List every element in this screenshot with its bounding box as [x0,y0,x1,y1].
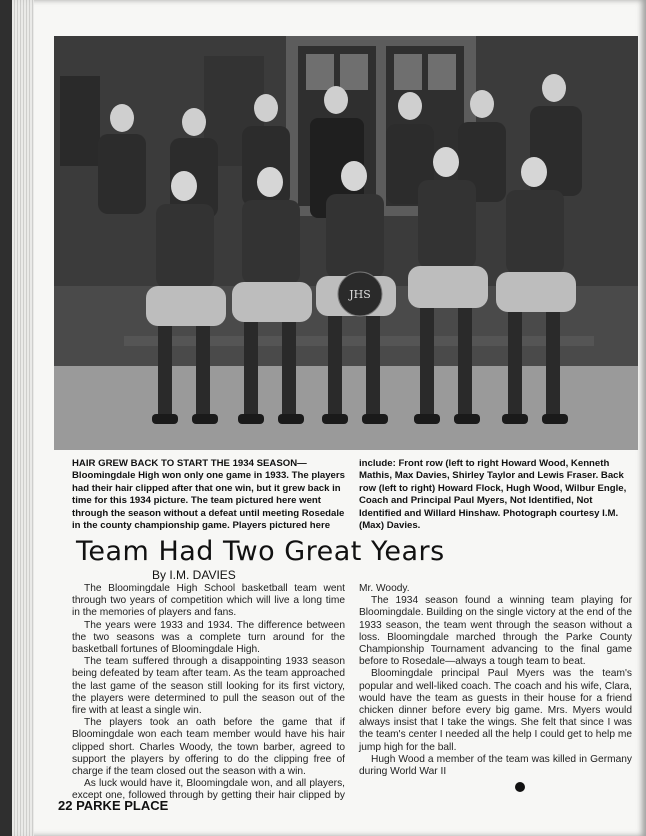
end-of-article-mark [515,782,525,792]
paragraph: The team suffered through a disappointing 1933 season being defeated by team after team. As the team approached the last game of the season still looking for its first victory, the players were determined to pull the season out of the fire with at least a single win. [72,656,345,717]
team-photograph [54,36,638,450]
paragraph: The players took an oath before the game that if Bloomingdale won each team member would have his hair clipped short. Charles Woody, the town barber, agreed to support the players by offering to do the clipping free of charge if the team closed out the season with a win. [72,717,345,778]
article-headline: Team Had Two Great Years [76,536,445,567]
paragraph: Bloomingdale principal Paul Myers was the team's popular and well-liked coach. The coach and his wife, Clara, would have the team as guests in their house for a friend chicken dinner before every big game. Mrs. Myers would always insist that I take the wings. She felt that since I was the team's center I needed all the help I could get to help me jump high for the ball. [359,668,632,753]
paragraph: As luck would have it, Bloomingdale won, and all players, except one, followed through by getting their hair clipped by Mr. Woody. [72,583,410,802]
caption-lead: HAIR GREW BACK TO START THE 1934 SEASON— [72,458,307,469]
caption-text: Bloomingdale High won only one game in 1933. The players had their hair clipped after that one win, but it grew back in time for this 1934 picture. The team pictured here went through the season without a defeat until meeting Rosedale in the county championship game. Players pictured here include: Front row (left to right Howard Wood, Kenneth Mathis, Max Davies, Shirley Taylor and Lewis Fraser. Back row (left to right) Howard Flock, Hugh Wood, Wilbur Engle, Coach and Principal Paul Myers, Not Identified, Not Identified and Willard Hinshaw. Photograph courtesy I.M. (Max) Davies. [72,458,627,532]
basketball-lettering: JHS [349,288,371,301]
article-byline: By I.M. DAVIES [152,568,236,582]
paragraph: The 1934 season found a winning team playing for Bloomingdale. Building on the single victory at the end of the 1933 season, the team went through the season without a loss. Bloomingdale marched through the Parke County Championship Tournament advancing to the final game before to Rosedale—always a tough team to beat. [359,595,632,668]
paragraph: Hugh Wood a member of the team was killed in Germany during World War II [359,753,632,778]
article-body [72,583,632,805]
photo-caption [72,458,632,532]
page-stack-edges [12,0,34,836]
page-folio: 22 PARKE PLACE [58,798,169,813]
paragraph: The Bloomingdale High School basketball team went through two years of competition which will live a long time in the memories of players and fans. [72,583,345,619]
paragraph: The years were 1933 and 1934. The difference between the two seasons was a complete turn around for the basketball fortunes of Bloomingdale High. [72,619,345,656]
team-photo-illustration [54,36,638,450]
